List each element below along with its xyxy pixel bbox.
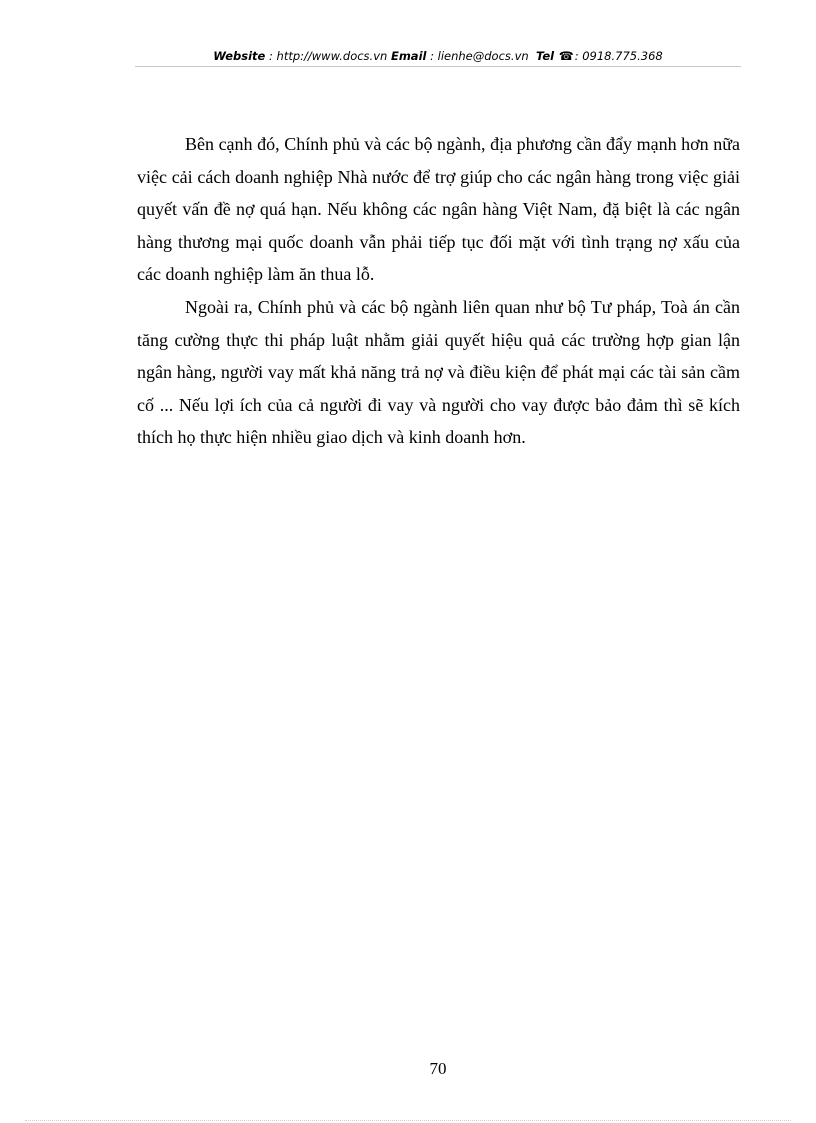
website-separator: : — [265, 49, 277, 63]
tel-number: : 0918.775.368 — [574, 49, 663, 63]
body-paragraph: Bên cạnh đó, Chính phủ và các bộ ngành, địa phương cần đẩy mạnh hơn nữa việc cải cách doanh nghiệp Nhà nước để trợ giúp cho các ngân hàng trong việc giải quyết vấn đề nợ quá hạn. Nếu không các ngân hàng Việt Nam, đặ biệt là các ngân hàng thương mại quốc doanh vẫn phải tiếp tục đối mặt với tình trạng nợ xấu của các doanh nghiệp làm ăn thua lỗ. — [137, 134, 740, 285]
email-separator: : — [426, 49, 438, 63]
website-label: Website — [213, 49, 266, 63]
email-label: Email — [390, 49, 427, 63]
document-body — [137, 128, 740, 454]
page-header — [135, 47, 741, 67]
footer-divider — [25, 1120, 791, 1121]
website-url[interactable]: http://www.docs.vn — [276, 49, 388, 63]
phone-icon: ☎ — [558, 49, 574, 63]
email-address[interactable]: lienhe@docs.vn — [437, 49, 529, 63]
tel-label: Tel — [535, 49, 555, 63]
body-paragraph: Ngoài ra, Chính phủ và các bộ ngành liên quan như bộ Tư pháp, Toà án cần tăng cường thực thi pháp luật nhằm giải quyết hiệu quả các trường hợp gian lận ngân hàng, người vay mất khả năng trả nợ và điều kiện để phát mại các tài sản cầm cố ... Nếu lợi ích của cả người đi vay và người cho vay được bảo đảm thì sẽ kích thích họ thực hiện nhiều giao dịch và kinh doanh hơn. — [137, 296, 740, 448]
page-number: 70 — [429, 1059, 447, 1078]
